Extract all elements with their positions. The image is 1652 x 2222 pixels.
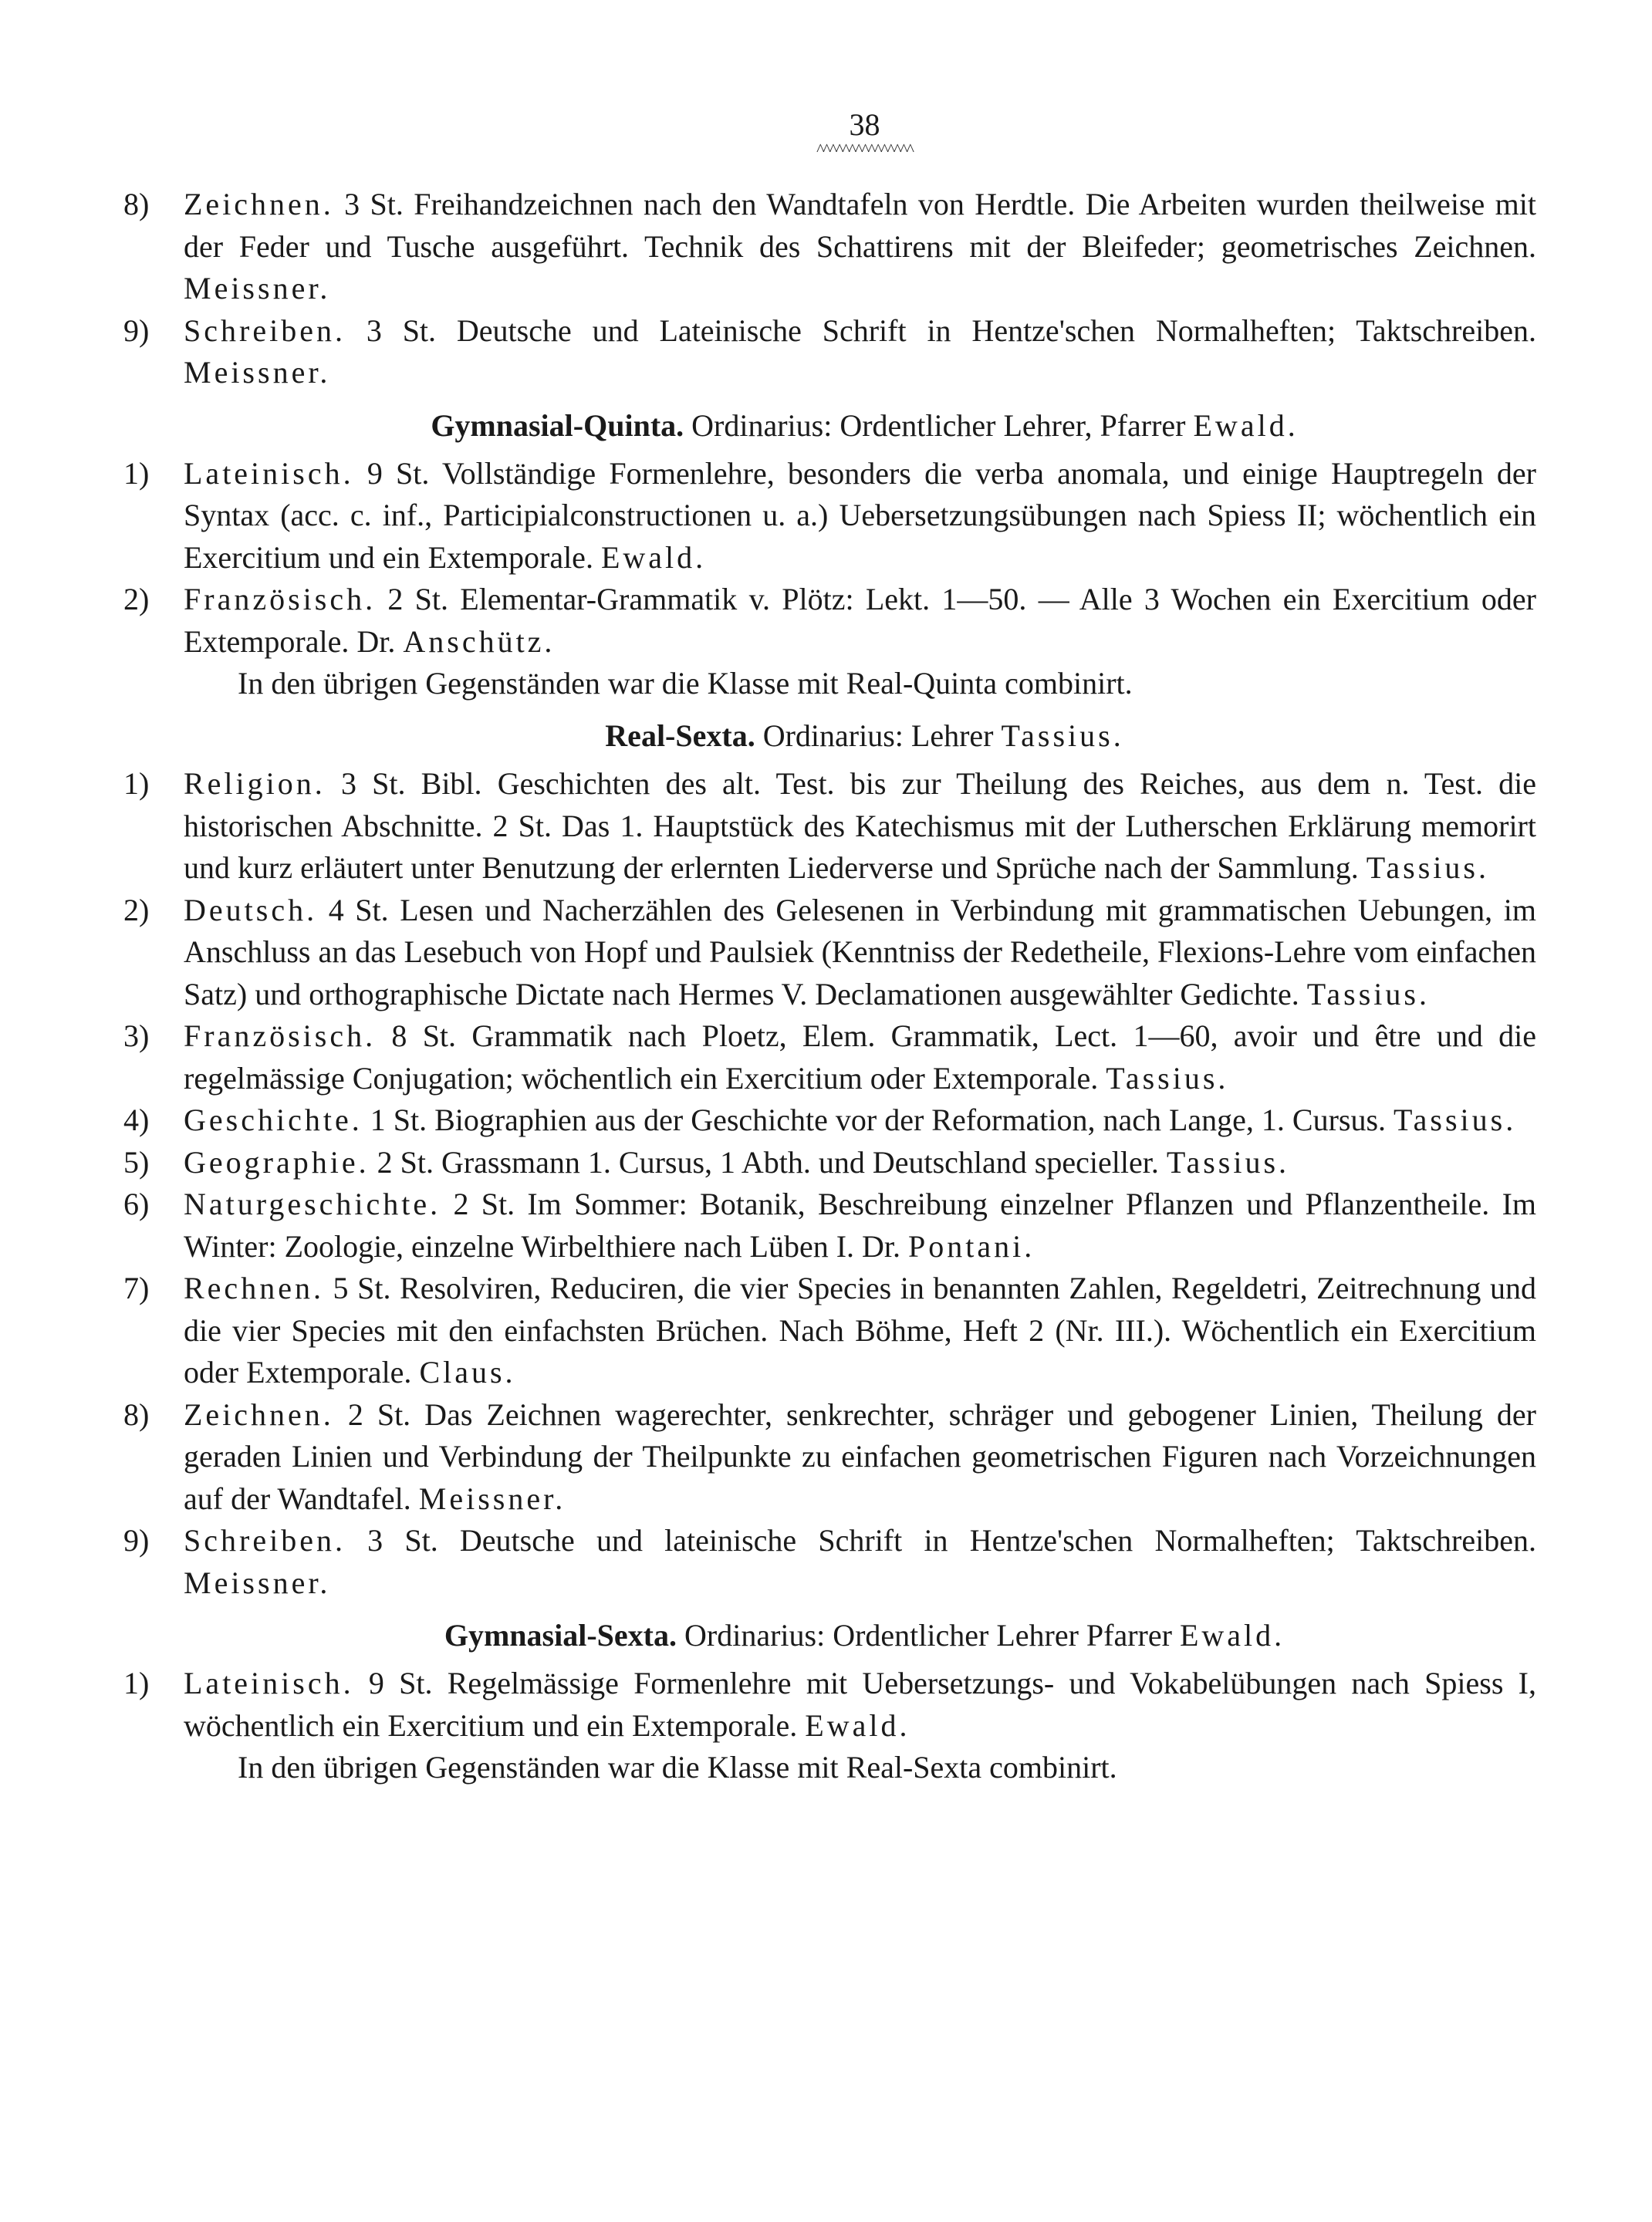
subject-entry bbox=[123, 1099, 1536, 1142]
section-ordinarius-name: Tassius. bbox=[1001, 718, 1124, 753]
entry-number: 1) bbox=[123, 455, 150, 491]
teacher-name: Pontani. bbox=[908, 1228, 1035, 1264]
entry-number: 3) bbox=[123, 1018, 150, 1053]
teacher-name: Ewald. bbox=[805, 1707, 910, 1743]
subject-entry bbox=[123, 763, 1536, 890]
entry-number: 9) bbox=[123, 312, 150, 348]
subject-entry bbox=[123, 1142, 1536, 1184]
subject-entry bbox=[123, 890, 1536, 1016]
subject-description: 9 St. Regelmässige Formenlehre mit Uebersetzungs- und Vokabelübungen nach Spiess I, wöchentlich ein Exercitium und ein Extemporale. bbox=[184, 1666, 1536, 1743]
entry-number: 1) bbox=[123, 1666, 150, 1700]
subject-entry bbox=[123, 1268, 1536, 1394]
subject-name: Französisch. bbox=[184, 1018, 377, 1053]
entry-number: 7) bbox=[123, 1271, 150, 1305]
entry-number: 5) bbox=[123, 1144, 150, 1180]
section-ordinarius-name: Ewald. bbox=[1179, 1618, 1285, 1653]
subject-description: 2 St. Grassmann 1. Cursus, 1 Abth. und Deutschland specieller. bbox=[369, 1144, 1159, 1180]
subject-name: Rechnen. bbox=[184, 1271, 324, 1305]
teacher-name: Anschütz. bbox=[403, 623, 556, 659]
page-number: 38 bbox=[849, 107, 880, 142]
teacher-name: Meissner. bbox=[184, 1565, 331, 1600]
subject-entry bbox=[123, 310, 1536, 394]
subject-description: 5 St. Resolviren, Reduciren, die vier Species in benannten Zahlen, Regeldetri, Zeitrechnung und die vier Species mit den einfachsten Brüchen. Nach Böhme, Heft 2 (Nr. III.). Wöchentlich ein Exercitium oder Extemporale. bbox=[184, 1271, 1536, 1390]
subject-description: 1 St. Biographien aus der Geschichte vor der Reformation, nach Lange, 1. Cursus. bbox=[362, 1103, 1387, 1137]
entry-number: 2) bbox=[123, 582, 150, 616]
section-note: In den übrigen Gegenständen war die Klasse mit Real-Sexta combinirt. bbox=[238, 1750, 1117, 1785]
section-ordinarius-name: Ewald. bbox=[1193, 407, 1299, 443]
subject-name: Zeichnen. bbox=[184, 1396, 334, 1432]
subject-name: Geographie. bbox=[184, 1144, 370, 1180]
section-heading bbox=[193, 715, 1536, 757]
section-note: In den übrigen Gegenständen war die Klasse mit Real-Quinta combinirt. bbox=[238, 666, 1133, 701]
entry-number: 6) bbox=[123, 1187, 150, 1221]
subject-name: Zeichnen. bbox=[184, 187, 334, 221]
subject-entry bbox=[123, 579, 1536, 663]
entry-number: 4) bbox=[123, 1103, 150, 1137]
teacher-name: Meissner. bbox=[418, 1481, 566, 1516]
subject-name: Schreiben. bbox=[184, 312, 346, 348]
subject-name: Französisch. bbox=[184, 582, 377, 616]
subject-description: 3 St. Deutsche und lateinische Schrift in Hentze'schen Normalheften; Taktschreiben. bbox=[345, 1523, 1536, 1558]
section-ordinarius: Ordinarius: Ordentlicher Lehrer Pfarrer bbox=[684, 1618, 1172, 1653]
subject-description: 3 St. Bibl. Geschichten des alt. Test. bis zur Theilung des Reiches, aus dem n. Test. die historischen Abschnitte. 2 St. Das 1. Hauptstück des Katechismus mit der Lutherschen Erklärung memorirt und kurz erläutert unter Benutzung der erlernten Liederverse und Sprüche nach der Sammlung. bbox=[184, 766, 1536, 885]
entry-number: 8) bbox=[123, 187, 150, 221]
subject-description: 3 St. Freihandzeichnen nach den Wandtafeln von Herdtle. Die Arbeiten wurden theilweise mit der Feder und Tusche ausgeführt. Technik des Schattirens mit der Bleifeder; geometrisches Zeichnen. bbox=[184, 187, 1536, 264]
subject-entry bbox=[123, 1015, 1536, 1099]
entry-number: 1) bbox=[123, 766, 150, 801]
subject-description: 9 St. Vollständige Formenlehre, besonders die verba anomala, und einige Hauptregeln der Syntax (acc. c. inf., Participialconstructionen u. a.) Uebersetzungsübungen nach Spiess II; wöchentlich ein Exercitium und ein Extemporale. bbox=[184, 455, 1536, 575]
subject-name: Deutsch. bbox=[184, 892, 318, 927]
teacher-name: Tassius. bbox=[1366, 850, 1489, 885]
section-ordinarius: Ordinarius: Ordentlicher Lehrer, Pfarrer bbox=[691, 407, 1186, 443]
subject-entry bbox=[123, 184, 1536, 310]
teacher-name: Claus. bbox=[419, 1355, 516, 1390]
subject-description: 3 St. Deutsche und Lateinische Schrift in Hentze'schen Normalheften; Taktschreiben. bbox=[345, 312, 1536, 348]
section-title: Real-Sexta. bbox=[605, 718, 755, 753]
subject-name: Lateinisch. bbox=[184, 455, 354, 491]
teacher-name: Tassius. bbox=[1394, 1103, 1517, 1137]
subject-description: 2 St. Elementar-Grammatik v. Plötz: Lekt. 1—50. — Alle 3 Wochen ein Exercitium oder Extemporale. Dr. bbox=[184, 582, 1536, 659]
teacher-name: Meissner. bbox=[184, 271, 331, 306]
page-ornament: ^^^^^^^^^^^^^^^ bbox=[816, 140, 913, 159]
teacher-name: Tassius. bbox=[1306, 976, 1430, 1011]
subject-name: Religion. bbox=[184, 766, 326, 801]
subject-description: 4 St. Lesen und Nacherzählen des Gelesenen in Verbindung mit grammatischen Uebungen, im Anschluss an das Lesebuch von Hopf und Paulsiek (Kenntniss der Redetheile, Flexions-Lehre vom einfachen Satz) und orthographische Dictate nach Hermes V. Declamationen ausgewählter Gedichte. bbox=[184, 892, 1536, 1011]
subject-description: 2 St. Im Sommer: Botanik, Beschreibung einzelner Pflanzen und Pflanzentheile. Im Winter: Zoologie, einzelne Wirbelthiere nach Lüben I. Dr. bbox=[184, 1187, 1536, 1264]
subject-name: Naturgeschichte. bbox=[184, 1187, 441, 1221]
subject-description: 8 St. Grammatik nach Ploetz, Elem. Grammatik, Lect. 1—60, avoir und être und die regelmässige Conjugation; wöchentlich ein Exercitium oder Extemporale. bbox=[184, 1018, 1536, 1096]
teacher-name: Ewald. bbox=[600, 539, 707, 575]
subject-name: Geschichte. bbox=[184, 1103, 363, 1137]
section-heading bbox=[193, 405, 1536, 447]
teacher-name: Meissner. bbox=[184, 355, 331, 390]
entry-number: 9) bbox=[123, 1523, 150, 1558]
section-ordinarius: Ordinarius: Lehrer bbox=[762, 718, 994, 753]
teacher-name: Tassius. bbox=[1106, 1060, 1229, 1096]
entry-number: 2) bbox=[123, 892, 150, 927]
entry-number: 8) bbox=[123, 1396, 150, 1432]
teacher-name: Tassius. bbox=[1166, 1144, 1290, 1180]
subject-entry bbox=[123, 453, 1536, 579]
subject-entry bbox=[123, 1520, 1536, 1604]
subject-name: Lateinisch. bbox=[184, 1666, 354, 1700]
subject-description: 2 St. Das Zeichnen wagerechter, senkrechter, schräger und gebogener Linien, Theilung der geraden Linien und Verbindung der Theilpunkte zu einfachen geometrischen Figuren nach Vorzeichnungen auf der Wandtafel. bbox=[184, 1396, 1536, 1516]
section-heading bbox=[193, 1615, 1536, 1656]
subject-name: Schreiben. bbox=[184, 1523, 346, 1558]
subject-entry bbox=[123, 1184, 1536, 1268]
subject-entry bbox=[123, 1663, 1536, 1747]
page-content bbox=[123, 184, 1536, 1788]
subject-entry bbox=[123, 1394, 1536, 1521]
section-title: Gymnasial-Quinta. bbox=[431, 407, 684, 443]
section-title: Gymnasial-Sexta. bbox=[444, 1618, 677, 1653]
